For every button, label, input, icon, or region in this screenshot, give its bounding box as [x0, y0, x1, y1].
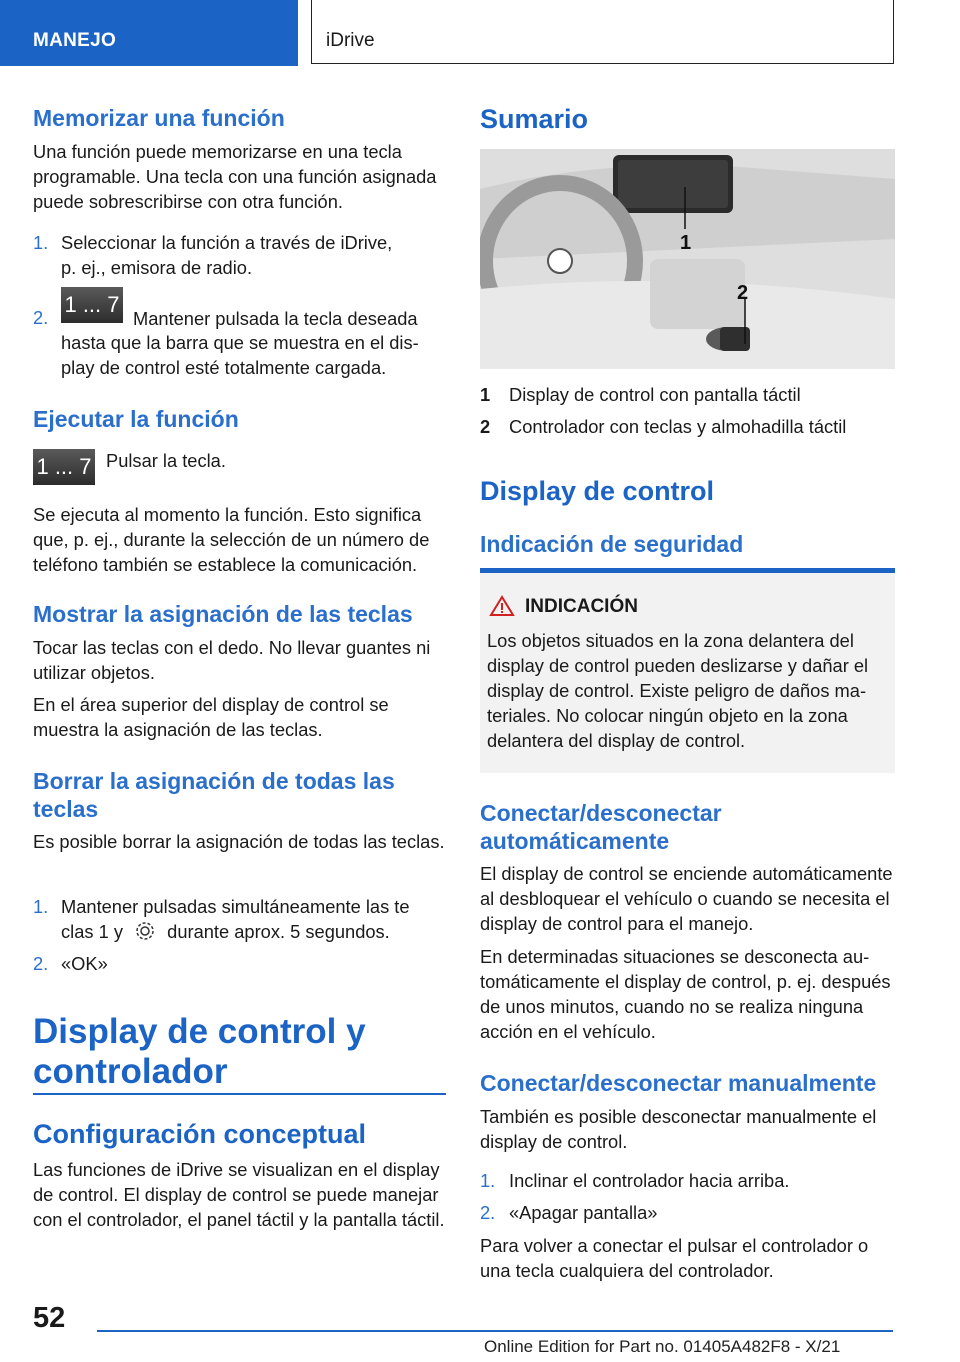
step-number: 2.	[480, 1202, 496, 1223]
heading-mostrar: Mostrar la asignación de las teclas	[33, 601, 413, 627]
paragraph-mostrar-2: En el área superior del display de control se muestra la asignación de las teclas.	[33, 694, 389, 740]
heading-display-control: Display de control	[480, 476, 715, 506]
step-text: Seleccionar la función a través de iDrive,	[61, 232, 393, 253]
favorite-key-icon: 1 ... 7	[61, 287, 123, 323]
heading-memorizar: Memorizar una función	[33, 105, 285, 131]
paragraph-manual: También es posible desconectar manualmente el display de control.	[480, 1106, 877, 1152]
legend-item	[480, 414, 895, 439]
legend-text: Controlador con teclas y almohadilla táctil	[509, 416, 847, 437]
step-text: Mantener pulsadas simultáneamente las te	[61, 896, 410, 917]
warning-text: Los objetos situados en la zona delantera del display de control pueden deslizarse y dañar el display de control. Existe peligro de daños materiales. No colocar ningún objeto en la zona delantera del display de control.	[487, 630, 869, 751]
paragraph-ejecutar: Se ejecuta al momento la función. Esto significa que, p. ej., durante la selección de un número de teléfono también se establece la comunicación.	[33, 504, 430, 575]
step-text: «OK»	[61, 953, 108, 974]
borrar-step-2	[33, 951, 446, 976]
paragraph-memorizar: Una función puede memorizarse en una tecla programable. Una tecla con una función asignada puede sobrescribirse con otra función.	[33, 141, 437, 212]
heading-seguridad: Indicación de seguridad	[480, 531, 744, 557]
step-text: «Apagar pantalla»	[509, 1202, 658, 1223]
warning-box	[480, 573, 895, 773]
step-text: Inclinar el controlador hacia arriba.	[509, 1170, 790, 1191]
paragraph-auto-1: El display de control se enciende automáticamente al desbloquear el vehículo o cuando se necesita el display de control para el manejo.	[480, 863, 893, 934]
heading-ejecutar: Ejecutar la función	[33, 406, 239, 432]
step-number: 1.	[33, 896, 49, 917]
paragraph-press-key: Pulsar la tecla.	[106, 450, 226, 471]
heading-borrar: Borrar la asignación de todas las teclas	[33, 768, 395, 822]
favorite-key-icon: 1 ... 7	[33, 449, 95, 485]
warning-triangle-icon	[489, 595, 515, 617]
legend-number: 2	[480, 416, 491, 437]
step-text: hasta que la barra que se muestra en el display de control esté totalmente cargada.	[61, 332, 419, 378]
callout-1: 1	[680, 232, 692, 254]
borrar-step-1	[33, 894, 446, 944]
footer-edition: Online Edition for Part no. 01405A482F8 - X/21	[484, 1337, 841, 1356]
step-text: p. ej., emisora de radio.	[61, 257, 253, 278]
heading-auto: Conectar/desconectar automáticamente	[480, 800, 722, 854]
chapter-title: iDrive	[326, 30, 375, 51]
paragraph-manual-2: Para volver a conectar el pulsar el controlador o una tecla cualquiera del controlador.	[480, 1235, 869, 1281]
step-number: 2.	[33, 953, 49, 974]
heading-display-controlador: Display de control y controlador	[33, 1012, 366, 1091]
step-2	[33, 287, 446, 380]
callout-2: 2	[737, 282, 749, 304]
section-divider	[33, 1093, 446, 1095]
section-tab	[0, 0, 298, 66]
chapter-header	[311, 0, 894, 64]
paragraph-borrar: Es posible borrar la asignación de todas las teclas.	[33, 831, 445, 852]
footer-divider	[97, 1330, 893, 1332]
section-title: MANEJO	[33, 30, 117, 51]
warning-title: INDICACIÓN	[525, 596, 638, 617]
paragraph-configuracion: Las funciones de iDrive se visualizan en el display de control. El display de control se puede manejar con el controlador, el panel táctil y la pantalla táctil.	[33, 1159, 445, 1230]
step-number: 2.	[33, 307, 49, 328]
legend-text: Display de control con pantalla táctil	[509, 384, 801, 405]
heading-configuracion: Configuración conceptual	[33, 1119, 367, 1149]
legend-item	[480, 382, 895, 407]
heading-sumario: Sumario	[480, 104, 589, 134]
step-number: 1.	[480, 1170, 496, 1191]
paragraph-auto-2: En determinadas situaciones se desconecta automáticamente el display de control, p. ej. después de unos minutos, cuando no se realiza ninguna acción en el vehículo.	[480, 946, 891, 1042]
page-number: 52	[33, 1302, 66, 1334]
gear-icon	[134, 921, 156, 941]
step-number: 1.	[33, 232, 49, 253]
manual-step-1	[480, 1168, 895, 1193]
heading-manual: Conectar/desconectar manualmente	[480, 1070, 877, 1096]
step-text: clas 1 y	[61, 921, 123, 942]
legend-number: 1	[480, 384, 491, 405]
step-text: durante aprox. 5 segundos.	[167, 921, 390, 942]
manual-step-2	[480, 1200, 895, 1225]
step-1	[33, 230, 446, 280]
paragraph-mostrar-1: Tocar las teclas con el dedo. No llevar guantes ni utilizar objetos.	[33, 637, 431, 683]
step-text: Mantener pulsada la tecla deseada	[133, 308, 418, 329]
cockpit-illustration	[480, 149, 895, 369]
cockpit-photo	[480, 149, 895, 369]
